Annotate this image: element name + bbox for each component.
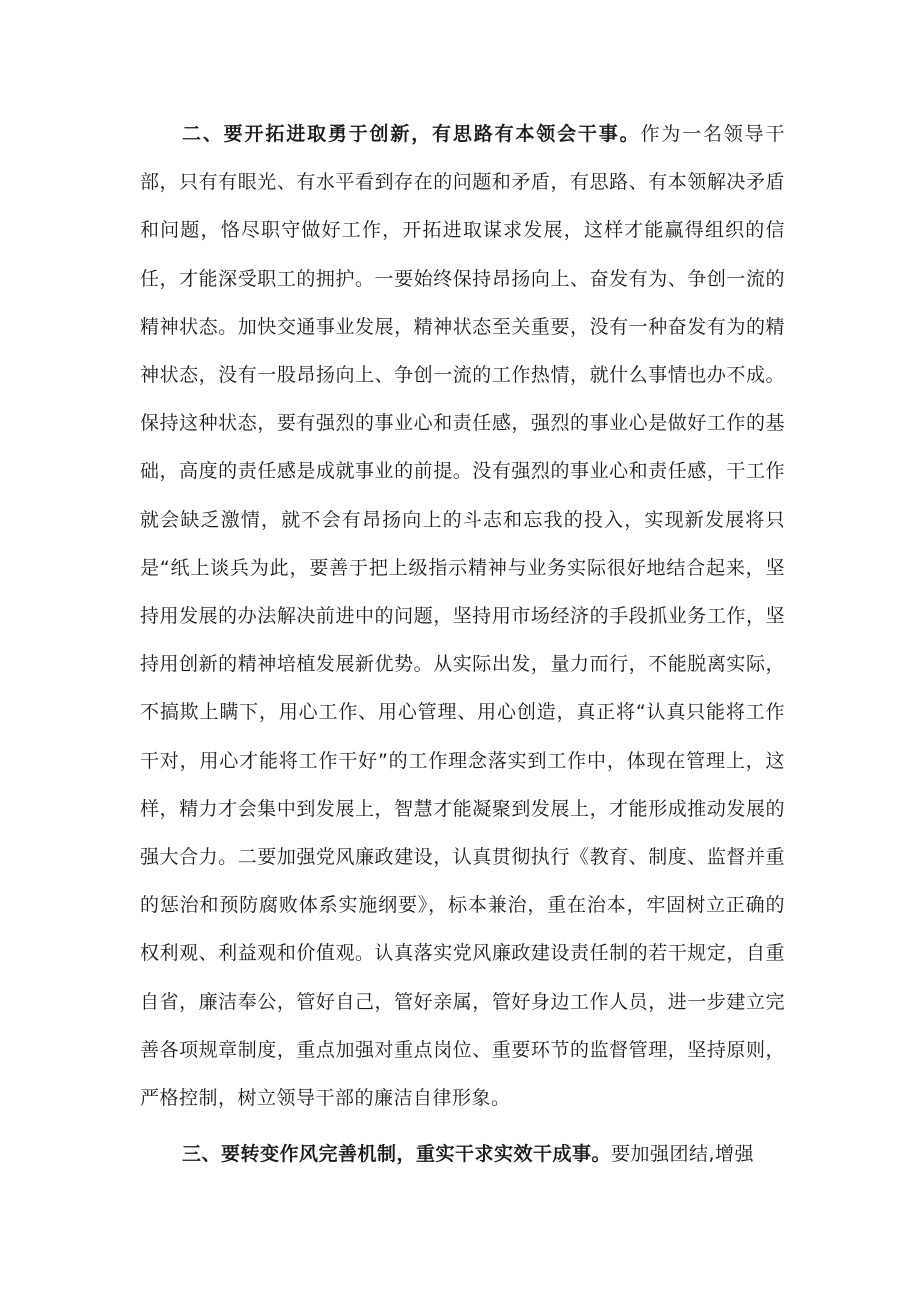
section-two-heading: 二、要开拓进取勇于创新，有思路有本领会干事。 bbox=[182, 123, 641, 145]
paragraph-section-three bbox=[140, 1130, 785, 1178]
section-three-heading: 三、要转变作风完善机制，重实干求实效干成事。 bbox=[182, 1143, 612, 1165]
paragraph-section-two bbox=[140, 110, 785, 1122]
section-three-body: 要加强团结,增强 bbox=[611, 1143, 755, 1165]
section-two-body: 作为一名领导干部，只有有眼光、有水平看到存在的问题和矛盾，有思路、有本领解决矛盾和问题，恪尽职守做好工作，开拓进取谋求发展，这样才能赢得组织的信任，才能深受职工的拥护。一要始终保持昂扬向上、奋发有为、争创一流的精神状态。加快交通事业发展，精神状态至关重要，没有一种奋发有为的精神状态，没有一股昂扬向上、争创一流的工作热情，就什么事情也办不成。保持这种状态，要有强烈的事业心和责任感，强烈的事业心是做好工作的基础，高度的责任感是成就事业的前提。没有强烈的事业心和责任感，干工作就会缺乏激情，就不会有昂扬向上的斗志和忘我的投入，实现新发展将只是“纸上谈兵为此，要善于把上级指示精神与业务实际很好地结合起来，坚持用发展的办法解决前进中的问题，坚持用市场经济的手段抓业务工作，坚持用创新的精神培植发展新优势。从实际出发，量力而行，不能脱离实际，不搞欺上瞒下，用心工作、用心管理、用心创造，真正将“认真只能将工作干对，用心才能将工作干好”的工作理念落实到工作中，体现在管理上，这样，精力才会集中到发展上，智慧才能凝聚到发展上，才能形成推动发展的强大合力。二要加强党风廉政建设，认真贯彻执行《教育、制度、监督并重的惩治和预防腐败体系实施纲要》，标本兼治，重在治本，牢固树立正确的权利观、利益观和价值观。认真落实党风廉政建设责任制的若干规定，自重自省，廉洁奉公，管好自己，管好亲属，管好身边工作人员，进一步建立完善各项规章制度，重点加强对重点岗位、重要环节的监督管理，坚持原则，严格控制，树立领导干部的廉洁自律形象。 bbox=[140, 123, 785, 1110]
